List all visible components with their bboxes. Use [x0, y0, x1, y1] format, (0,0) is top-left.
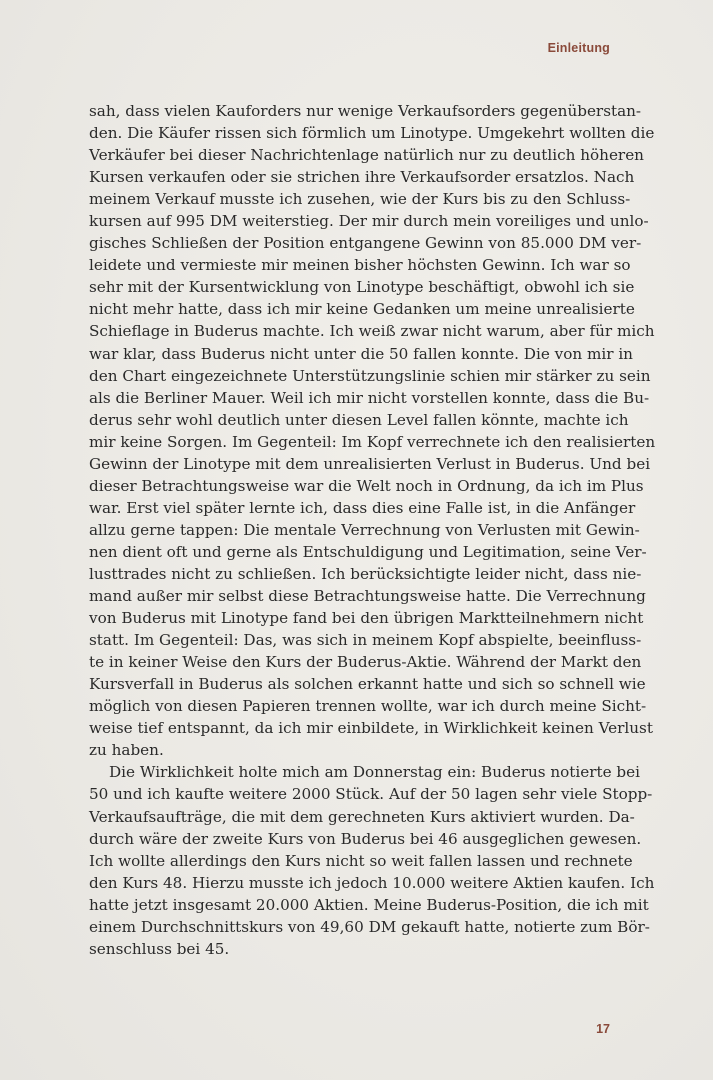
text-line: durch wäre der zweite Kurs von Buderus bei 46 ausgeglichen gewesen. — [89, 829, 642, 848]
text-line: den Chart eingezeichnete Unterstützungslinie schien mir stärker zu sein — [89, 366, 651, 385]
text-line: als die Berliner Mauer. Weil ich mir nicht vorstellen konnte, dass die Bu- — [89, 388, 650, 407]
text-line: Schieflage in Buderus machte. Ich weiß zwar nicht warum, aber für mich — [89, 322, 655, 341]
text-line: war. Erst viel später lernte ich, dass dies eine Falle ist, in die Anfänger — [89, 498, 636, 517]
text-line: Kursen verkaufen oder sie strichen ihre Verkaufsorder ersatzlos. Nach — [89, 168, 635, 187]
text-line: zu haben. — [89, 741, 164, 760]
text-line: lusttrades nicht zu schließen. Ich berücksichtigte leider nicht, dass nie- — [89, 564, 642, 583]
text-line: Ich wollte allerdings den Kurs nicht so weit fallen lassen und rechnete — [89, 851, 633, 870]
text-line: 50 und ich kaufte weitere 2000 Stück. Auf der 50 lagen sehr viele Stopp- — [89, 785, 653, 804]
text-line: Kursverfall in Buderus als solchen erkannt hatte und sich so schnell wie — [89, 675, 646, 694]
text-line: statt. Im Gegenteil: Das, was sich in meinem Kopf abspielte, beeinfluss- — [89, 631, 642, 650]
text-line: Verkaufsaufträge, die mit dem gerechneten Kurs aktiviert wurden. Da- — [89, 807, 635, 826]
text-line: hatte jetzt insgesamt 20.000 Aktien. Meine Buderus-Position, die ich mit — [89, 895, 649, 914]
text-line: sah, dass vielen Kauforders nur wenige Verkaufsorders gegenüberstan- — [89, 102, 642, 120]
text-line: war klar, dass Buderus nicht unter die 50 fallen konnte. Die von mir in — [89, 344, 633, 363]
body-text — [89, 100, 656, 960]
text-line: den Kurs 48. Hierzu musste ich jedoch 10.000 weitere Aktien kaufen. Ich — [89, 873, 655, 892]
text-line: nen dient oft und gerne als Entschuldigung und Legitimation, seine Ver- — [89, 542, 647, 561]
text-line: leidete und vermieste mir meinen bisher höchsten Gewinn. Ich war so — [89, 256, 631, 275]
text-line: Die Wirklichkeit holte mich am Donnerstag ein: Buderus notierte bei — [109, 763, 640, 782]
text-line: allzu gerne tappen: Die mentale Verrechnung von Verlusten mit Gewin- — [89, 520, 640, 539]
text-line: senschluss bei 45. — [89, 939, 230, 958]
text-line: weise tief entspannt, da ich mir einbildete, in Wirklichkeit keinen Verlust — [89, 719, 653, 738]
text-line: kursen auf 995 DM weiterstieg. Der mir durch mein voreiliges und unlo- — [89, 212, 649, 231]
text-line: Verkäufer bei dieser Nachrichtenlage natürlich nur zu deutlich höheren — [89, 146, 644, 165]
paragraph — [89, 100, 656, 761]
text-line: gisches Schließen der Position entgangene Gewinn von 85.000 DM ver- — [89, 234, 642, 253]
text-line: einem Durchschnittskurs von 49,60 DM gekauft hatte, notierte zum Bör- — [89, 917, 650, 936]
text-line: sehr mit der Kursentwicklung von Linotype beschäftigt, obwohl ich sie — [89, 278, 635, 297]
text-line: den. Die Käufer rissen sich förmlich um Linotype. Umgekehrt wollten die — [89, 124, 655, 143]
text-line: te in keiner Weise den Kurs der Buderus-Aktie. Während der Markt den — [89, 653, 642, 672]
text-line: meinem Verkauf musste ich zusehen, wie der Kurs bis zu den Schluss- — [89, 190, 631, 209]
page-number: 17 — [596, 1022, 610, 1036]
text-line: Gewinn der Linotype mit dem unrealisierten Verlust in Buderus. Und bei — [89, 454, 651, 473]
running-head: Einleitung — [547, 41, 610, 55]
text-line: dieser Betrachtungsweise war die Welt noch in Ordnung, da ich im Plus — [89, 476, 644, 495]
text-line: derus sehr wohl deutlich unter diesen Level fallen könnte, machte ich — [89, 410, 629, 429]
text-line: möglich von diesen Papieren trennen wollte, war ich durch meine Sicht- — [89, 697, 647, 716]
text-line: nicht mehr hatte, dass ich mir keine Gedanken um meine unrealisierte — [89, 300, 635, 319]
text-line: mand außer mir selbst diese Betrachtungsweise hatte. Die Verrechnung — [89, 587, 646, 606]
text-line: von Buderus mit Linotype fand bei den übrigen Marktteilnehmern nicht — [89, 609, 644, 628]
text-line: mir keine Sorgen. Im Gegenteil: Im Kopf verrechnete ich den realisierten — [89, 432, 656, 451]
paragraph — [89, 761, 655, 959]
